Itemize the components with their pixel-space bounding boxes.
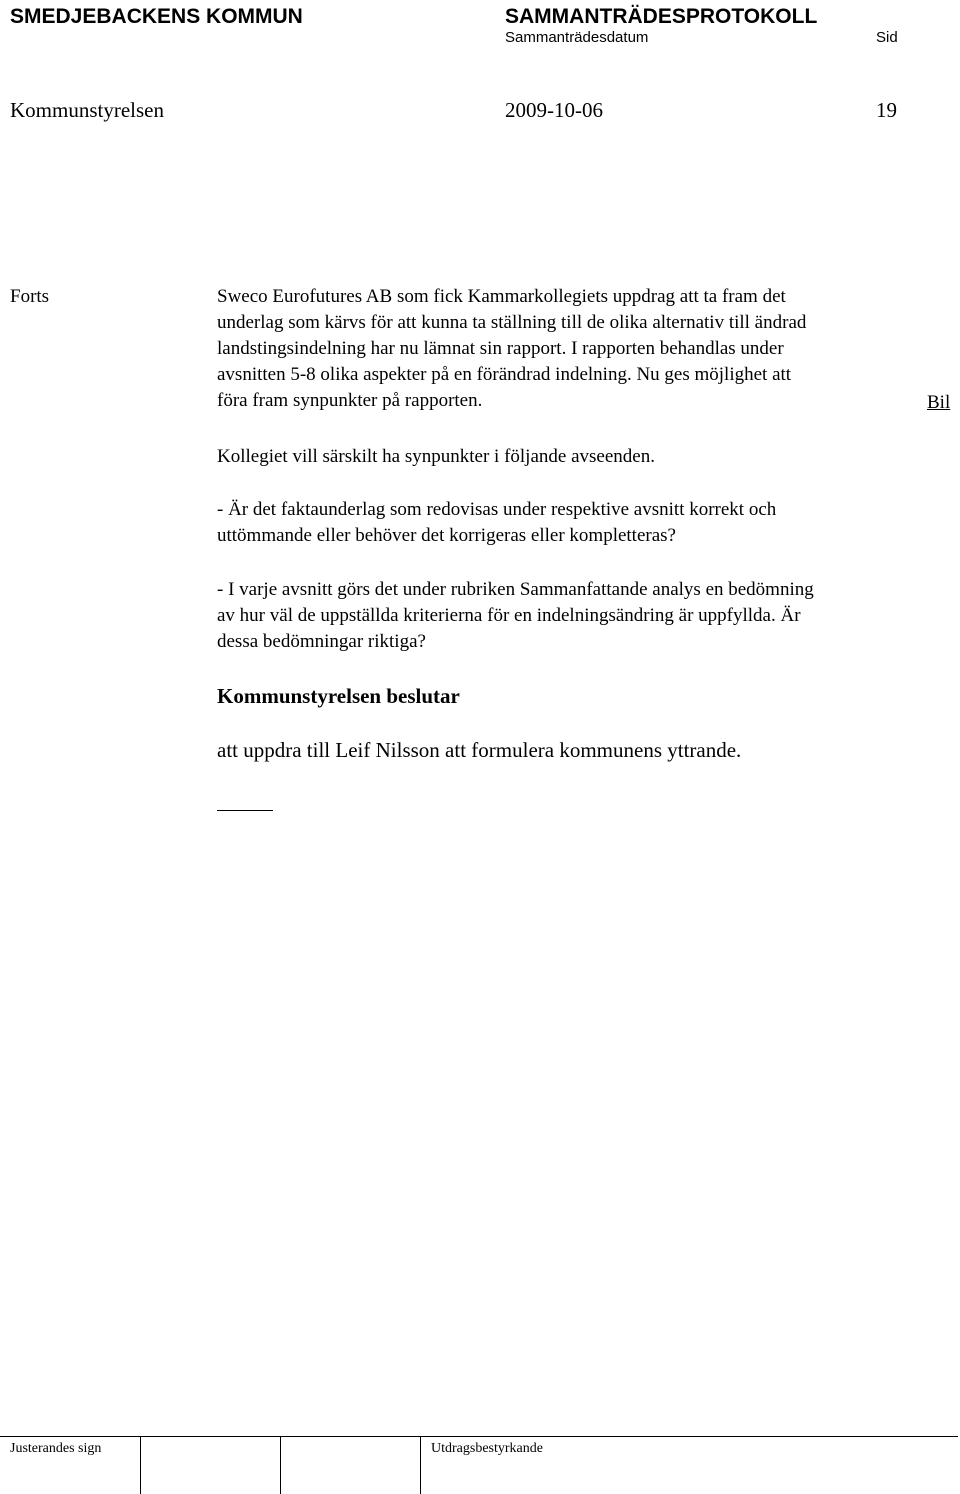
footer-top-rule xyxy=(0,1436,958,1437)
signature-label: Justerandes sign xyxy=(10,1441,102,1456)
signature-divider xyxy=(140,1436,141,1494)
page-label: Sid xyxy=(876,29,898,46)
paragraph-request: Kollegiet vill särskilt ha synpunkter i följande avseenden. xyxy=(217,446,655,467)
paragraph-question-2 xyxy=(217,577,957,655)
section-end-rule xyxy=(217,810,273,811)
body-name: Kommunstyrelsen xyxy=(10,98,164,122)
text-line: av hur väl de uppställda kriterierna för en indelningsändring är uppfyllda. Är xyxy=(217,605,801,626)
text-line: dessa bedömningar riktiga? xyxy=(217,631,426,652)
meeting-date: 2009-10-06 xyxy=(505,98,603,122)
text-line: - Är det faktaunderlag som redovisas under respektive avsnitt korrekt och xyxy=(217,499,777,520)
signature-divider xyxy=(420,1436,421,1494)
text-line: Sweco Eurofutures AB som fick Kammarkollegiets uppdrag att ta fram det xyxy=(217,286,786,307)
certification-label: Utdragsbestyrkande xyxy=(431,1441,543,1456)
text-line: uttömmande eller behöver det korrigeras eller kompletteras? xyxy=(217,525,676,546)
document-type: SAMMANTRÄDESPROTOKOLL xyxy=(505,5,818,28)
page-number: 19 xyxy=(876,98,897,122)
text-line: avsnitten 5-8 olika aspekter på en förändrad indelning. Nu ges möjlighet att xyxy=(217,364,792,385)
municipality-name: SMEDJEBACKENS KOMMUN xyxy=(10,5,303,28)
paragraph-question-1 xyxy=(217,497,957,549)
text-line: landstingsindelning har nu lämnat sin rapport. I rapporten behandlas under xyxy=(217,338,784,359)
decision-heading: Kommunstyrelsen beslutar xyxy=(217,684,460,708)
date-label: Sammanträdesdatum xyxy=(505,29,649,46)
text-line: föra fram synpunkter på rapporten. xyxy=(217,390,483,411)
text-line: - I varje avsnitt görs det under rubriken Sammanfattande analys en bedömning xyxy=(217,579,814,600)
paragraph-intro xyxy=(217,284,957,414)
forts-label: Forts xyxy=(10,286,50,307)
decision-text: att uppdra till Leif Nilsson att formulera kommunens yttrande. xyxy=(217,738,742,762)
attachment-marker: Bil xyxy=(927,392,951,413)
text-line: underlag som kärvs för att kunna ta ställning till de olika alternativ till ändrad xyxy=(217,312,807,333)
signature-divider xyxy=(280,1436,281,1494)
